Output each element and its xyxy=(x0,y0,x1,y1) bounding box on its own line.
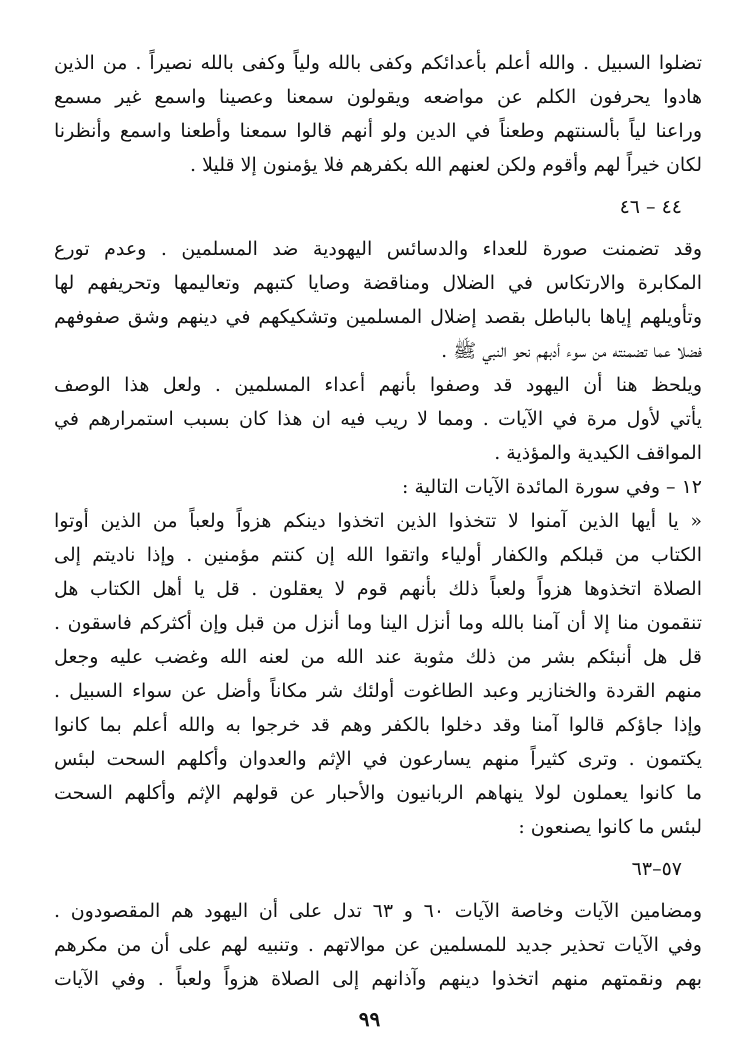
text-line: وفي الآيات تحذير جديد للمسلمين عن موالاتهم . وتنبيه لهم على أن من مكرهم xyxy=(54,934,702,956)
text-line: تضلوا السبيل . والله أعلم بأعدائكم وكفى بالله ولياً وكفى بالله نصيراً . من الذين xyxy=(54,52,702,74)
text-line: الصلاة اتخذوها هزواً ولعباً ذلك بأنهم قوم لا يعقلون . قل يا أهل الكتاب هل xyxy=(54,578,702,600)
text-line: لكان خيراً لهم وأقوم ولكن لعنهم الله بكفرهم فلا يؤمنون إلا قليلا . xyxy=(190,154,702,176)
text-line: وإذا جاؤكم قالوا آمنا وقد دخلوا بالكفر وهم قد خرجوا به والله أعلم بما كانوا xyxy=(54,714,702,736)
text-line: المكابرة والارتكاس في الضلال ومناقضة وصايا كتبهم وتعاليمها وتحريفهم لها xyxy=(54,272,702,294)
text-line: تنقمون منا إلا أن آمنا بالله وما أنزل الينا وما أنزل من قبل وإن أكثركم فاسقون . xyxy=(54,612,702,634)
text-line: ويلحظ هنا أن اليهود قد وصفوا بأنهم أعداء المسلمين . ولعل هذا الوصف xyxy=(54,374,702,396)
text-line: لبئس ما كانوا يصنعون : xyxy=(518,816,702,838)
text-line: وقد تضمنت صورة للعداء والدسائس اليهودية ضد المسلمين . وعدم تورع xyxy=(54,238,702,260)
paragraph-commentary-3 xyxy=(54,894,702,996)
verse-reference: ٥٧–٦٣ xyxy=(631,858,682,880)
text-line: ما كانوا يعملون لولا ينهاهم الربانيون والأحبار عن قولهم الإثم وأكلهم السحت xyxy=(54,782,702,804)
text-line: هادوا يحرفون الكلم عن مواضعه ويقولون سمعنا وعصينا واسمع غير مسمع xyxy=(54,86,702,108)
text-line: « يا أيها الذين آمنوا لا تتخذوا الذين اتخذوا دينكم هزواً ولعباً من الذين أوتوا xyxy=(54,510,702,532)
text-line: ومضامين الآيات وخاصة الآيات ٦٠ و ٦٣ تدل على أن اليهود هم المقصودون . xyxy=(54,900,702,922)
text-line: وراعنا لياً بألسنتهم وطعناً في الدين ولو أنهم قالوا سمعنا وأطعنا واسمع وأنظرنا xyxy=(54,120,702,142)
text-line: يأتي لأول مرة في الآيات . ومما لا ريب فيه ان هذا كان بسبب استمرارهم في xyxy=(54,408,702,430)
section-heading: ١٢ – وفي سورة المائدة الآيات التالية : xyxy=(402,476,702,498)
text-line: قل هل أنبئكم بشر من ذلك مثوبة عند الله من لعنه الله وغضب عليه وجعل xyxy=(54,646,702,668)
text-line: وتأويلهم إياها بالباطل بقصد إضلال المسلمين وتشكيكهم في دينهم وشق صفوفهم xyxy=(54,306,702,328)
paragraph-commentary-1 xyxy=(54,232,702,368)
page-number: ٩٩ xyxy=(358,1007,381,1031)
text-line: بهم ونقمتهم منهم اتخذوا دينهم وآذانهم إلى الصلاة هزواً ولعباً . وفي الآيات xyxy=(54,968,702,990)
text-line: المواقف الكيدية والمؤذية . xyxy=(494,442,702,464)
text-line: يكتمون . وترى كثيراً منهم يسارعون في الإثم والعدوان وأكلهم السحت لبئس xyxy=(54,748,702,770)
text-line: الكتاب من قبلكم والكفار أولياء واتقوا الله إن كنتم مؤمنين . وإذا ناديتم إلى xyxy=(54,544,702,566)
verse-reference: ٤٤ – ٤٦ xyxy=(619,196,682,218)
paragraph-quran-maidah xyxy=(54,504,702,844)
text-line: منهم القردة والخنازير وعبد الطاغوت أولئك شر مكاناً وأضل عن سواء السبيل . xyxy=(54,680,702,702)
document-page xyxy=(54,46,702,1026)
text-line: فضلا عما تضمنته من سوء أدبهم نحو النبي ﷺ . xyxy=(441,340,702,362)
paragraph-quran-nisa xyxy=(54,46,702,182)
paragraph-commentary-2 xyxy=(54,368,702,470)
